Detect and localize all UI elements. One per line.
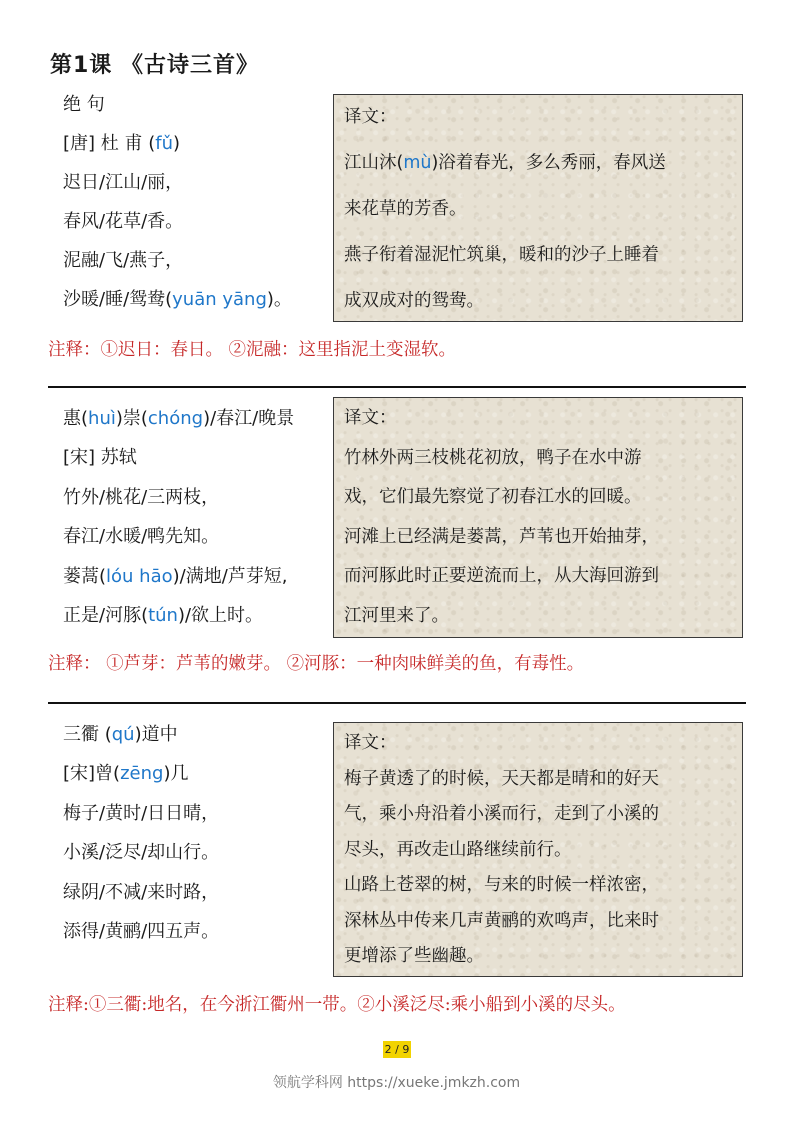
text-segment: [唐] 杜 甫 ( xyxy=(63,133,156,154)
poem-title xyxy=(63,406,294,432)
text-segment: 正是/河豚( xyxy=(63,605,149,626)
translation-line xyxy=(344,446,642,470)
text-segment: 江山沐( xyxy=(344,153,404,173)
poem-line xyxy=(63,603,263,629)
annotation-note: 注释:①三衢:地名，在今浙江衢州一带。②小溪泛尽:乘小船到小溪的尽头。 xyxy=(48,995,626,1015)
translation-label xyxy=(344,105,397,129)
translation-label xyxy=(344,406,397,430)
poem-line xyxy=(63,801,219,827)
poem-line xyxy=(63,209,183,235)
text-segment: 江河里来了。 xyxy=(344,605,449,626)
text-segment: )/满地/芦芽短, xyxy=(172,565,288,587)
translation-line xyxy=(344,802,659,826)
poem-line xyxy=(63,524,219,550)
text-segment: 而河豚此时正要逆流而上，从大海回游到 xyxy=(344,566,659,586)
annotation-note: 注释： ①芦芽：芦苇的嫩芽。 ②河豚：一种肉味鲜美的鱼，有毒性。 xyxy=(48,654,585,674)
text-segment: 来花草的芳香。 xyxy=(344,199,467,219)
translation-box xyxy=(333,397,743,638)
text-segment: )道中 xyxy=(134,724,178,745)
translation-line xyxy=(344,604,449,628)
poem-line xyxy=(63,287,292,313)
pinyin-annotation: chóng xyxy=(147,408,204,429)
text-segment: 戏，它们最先察觉了初春江水的回暖。 xyxy=(344,487,642,507)
translation-line xyxy=(344,838,572,862)
poem-line xyxy=(63,564,288,590)
text-segment: 春江/水暖/鸭先知。 xyxy=(63,526,220,548)
poem-line xyxy=(63,248,183,274)
translation-line xyxy=(344,564,659,588)
section-divider xyxy=(48,702,746,704)
poem-line xyxy=(63,170,183,196)
text-segment: 添得/黄鹂/四五声。 xyxy=(63,921,220,942)
poem-title xyxy=(63,722,178,748)
text-segment: 成双成对的鸳鸯。 xyxy=(344,291,484,311)
text-segment: 燕子衔着湿泥忙筑巢，暖和的沙子上睡着 xyxy=(344,245,659,265)
text-segment: 尽头，再改走山路继续前行。 xyxy=(344,839,572,860)
text-segment: 译文： xyxy=(344,107,397,127)
text-segment: 译文： xyxy=(344,408,397,428)
text-segment: ) xyxy=(172,133,181,154)
translation-line xyxy=(344,151,666,175)
text-segment: 沙暖/睡/鸳鸯( xyxy=(63,289,173,310)
text-segment: )几 xyxy=(163,763,189,785)
page-title: 第1课 《古诗三首》 xyxy=(50,53,259,78)
text-segment: 绿阴/不减/来时路， xyxy=(63,881,220,903)
text-segment: 竹林外两三枝桃花初放，鸭子在水中游 xyxy=(344,447,642,468)
pinyin-annotation: qú xyxy=(111,724,135,745)
text-segment: 深林丛中传来几声黄鹂的欢鸣声，比来时 xyxy=(344,910,659,931)
translation-label xyxy=(344,731,397,755)
text-segment: 惠( xyxy=(63,408,89,429)
text-segment: 山路上苍翠的树，与来的时候一样浓密， xyxy=(344,875,659,895)
text-segment: )/欲上时。 xyxy=(177,605,264,626)
translation-box xyxy=(333,722,743,977)
footer-watermark: 领航学科网 https://xueke.jmkzh.com xyxy=(272,1075,521,1091)
translation-line xyxy=(344,909,659,933)
translation-line xyxy=(344,243,659,267)
text-segment: 梅子/黄时/日日晴， xyxy=(63,802,220,824)
poem-line xyxy=(63,880,219,906)
translation-line xyxy=(344,289,484,313)
text-segment: [宋]曾( xyxy=(63,763,121,785)
text-segment: 小溪/泛尽/却山行。 xyxy=(63,842,220,864)
translation-line xyxy=(344,525,659,549)
text-segment: 竹外/桃花/三两枝， xyxy=(63,486,220,508)
text-segment: 绝 句 xyxy=(63,94,105,115)
text-segment: )崇( xyxy=(115,408,148,429)
text-segment: 梅子黄透了的时候，天天都是晴和的好天 xyxy=(344,768,659,789)
pinyin-annotation: mù xyxy=(403,153,432,173)
text-segment: 泥融/飞/燕子， xyxy=(63,250,184,271)
pinyin-annotation: fǔ xyxy=(155,133,173,154)
text-segment: )。 xyxy=(266,289,292,310)
text-segment: 春风/花草/香。 xyxy=(63,211,184,232)
translation-line xyxy=(344,873,659,897)
text-segment: 蒌蒿( xyxy=(63,565,107,587)
annotation-note: 注释：①迟日：春日。 ②泥融：这里指泥土变湿软。 xyxy=(48,340,457,360)
text-segment: 三衢 ( xyxy=(63,724,112,745)
translation-line xyxy=(344,944,484,968)
translation-line xyxy=(344,485,642,509)
poem-author xyxy=(63,761,188,787)
translation-box xyxy=(333,94,743,322)
text-segment: )/春江/晚景 xyxy=(203,408,295,429)
translation-line xyxy=(344,197,467,221)
pinyin-annotation: huì xyxy=(88,408,116,429)
poem-title xyxy=(63,92,105,118)
poem-line xyxy=(63,919,219,945)
poem-author xyxy=(63,445,137,471)
text-segment: )浴着春光，多么秀丽，春风送 xyxy=(431,153,666,173)
pinyin-annotation: tún xyxy=(148,605,178,626)
poem-line xyxy=(63,485,219,511)
poem-line xyxy=(63,840,219,866)
text-segment: 迟日/江山/丽， xyxy=(63,172,184,193)
text-segment: 译文： xyxy=(344,733,397,753)
text-segment: [宋] 苏轼 xyxy=(63,447,137,469)
pinyin-annotation: lóu hāo xyxy=(106,565,173,587)
poem-author xyxy=(63,131,180,157)
text-segment: 更增添了些幽趣。 xyxy=(344,946,484,966)
text-segment: 河滩上已经满是蒌蒿，芦苇也开始抽芽， xyxy=(344,526,659,547)
page-number-badge: 2 / 9 xyxy=(384,1043,410,1056)
pinyin-annotation: yuān yāng xyxy=(172,289,267,310)
text-segment: 气，乘小舟沿着小溪而行，走到了小溪的 xyxy=(344,804,659,824)
translation-line xyxy=(344,767,659,791)
section-divider xyxy=(48,386,746,388)
pinyin-annotation: zēng xyxy=(120,763,164,785)
